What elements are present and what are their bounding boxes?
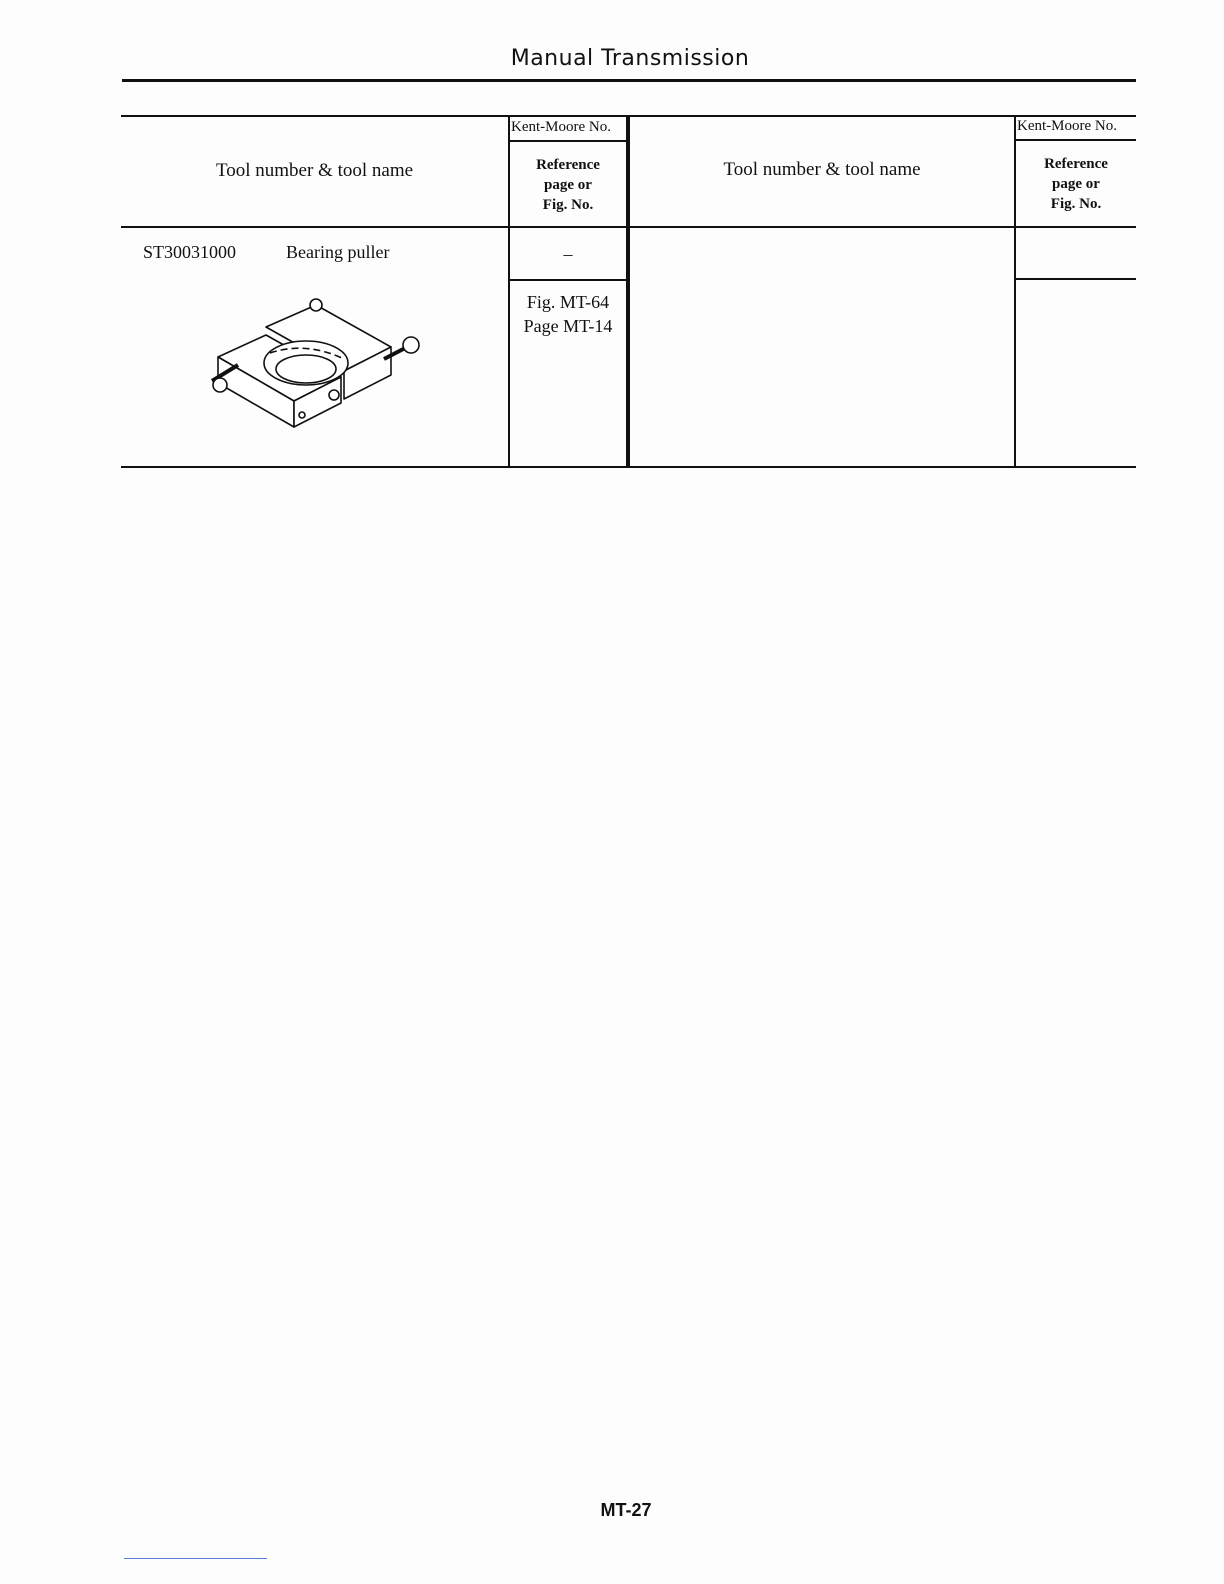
reference-line: Fig. MT-64 — [526, 292, 610, 312]
puller-bore-inner — [276, 355, 336, 383]
left-reference-header — [510, 155, 626, 215]
right-reference-line: page or — [1052, 176, 1100, 192]
page-title: Manual Transmission — [510, 46, 750, 71]
tool-name: Bearing puller — [286, 242, 390, 262]
left-reference-line: page or — [544, 177, 592, 193]
right-reference-line: Fig. No. — [1050, 196, 1102, 212]
right-reference-line: Reference — [1044, 156, 1108, 172]
tool-number: ST30031000 — [143, 242, 237, 262]
puller-bolt-top — [310, 299, 322, 311]
page-number: MT-27 — [600, 1500, 652, 1520]
special-tools-table — [121, 115, 1136, 468]
bearing-puller-drawing — [212, 299, 419, 427]
puller-bolt-head-right — [403, 337, 419, 353]
left-reference-line: Reference — [536, 157, 600, 173]
left-kent-moore-header: Kent-Moore No. — [511, 119, 611, 135]
left-reference-line: Fig. No. — [542, 197, 594, 213]
footer-link-underline — [124, 1558, 267, 1559]
right-tool-column-header: Tool number & tool name — [723, 159, 921, 180]
left-tool-column-header: Tool number & tool name — [215, 160, 414, 181]
km-rule-left — [508, 140, 627, 142]
kent-moore-number: – — [563, 244, 573, 264]
reference-value — [510, 290, 626, 338]
puller-nut-left — [213, 378, 227, 392]
right-reference-header — [1016, 154, 1136, 214]
reference-line: Page MT-14 — [523, 316, 613, 336]
header-rule — [122, 79, 1136, 82]
bearing-puller-illustration — [206, 295, 421, 435]
right-kent-moore-header: Kent-Moore No. — [1017, 118, 1117, 134]
km-rule-right — [1014, 139, 1136, 141]
puller-hole — [299, 412, 305, 418]
row-km-rule-right — [1014, 278, 1136, 280]
row-km-rule-left — [508, 279, 627, 281]
puller-nut-bottom — [329, 390, 339, 400]
